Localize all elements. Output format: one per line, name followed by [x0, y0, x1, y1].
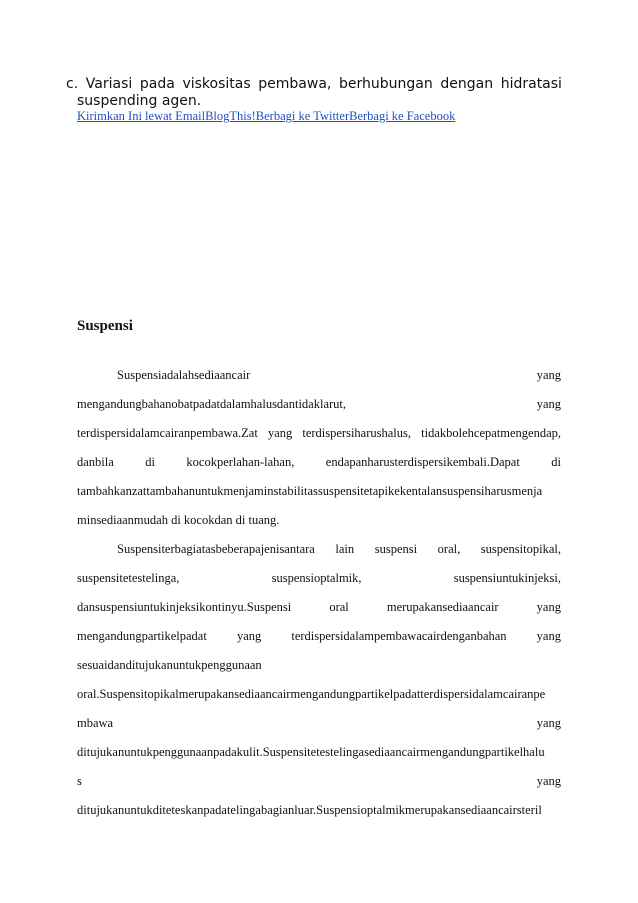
text-segment: yang — [536, 629, 561, 643]
text-segment: kocokperlahan-lahan, — [186, 455, 295, 469]
text-segment: terdispersiharushalus, — [302, 426, 412, 440]
share-links — [77, 109, 455, 124]
text-segment: oral.Suspensitopikalmerupakansediaancairmengandungpartikelpadatterdispersidalamcairanpe — [77, 687, 546, 701]
text-segment: danbila — [77, 455, 114, 469]
text-segment: merupakansediaancair — [386, 600, 499, 614]
intro-word: pembawa, — [258, 76, 332, 92]
intro-word: hidratasi — [500, 76, 562, 92]
intro-word: dengan — [440, 76, 494, 92]
text-segment: tambahkanzattambahanuntukmenjaminstabilitassuspensitetapikekentalansuspensiharusmenja — [77, 484, 543, 498]
text-segment: suspensiuntukinjeksi, — [453, 571, 561, 585]
text-line — [77, 738, 561, 767]
text-segment: suspensitopikal, — [480, 542, 561, 556]
text-segment: dansuspensiuntukinjeksikontinyu.Suspensi — [77, 600, 292, 614]
text-line — [77, 796, 561, 825]
text-segment: suspensioptalmik, — [271, 571, 362, 585]
text-segment: oral, — [437, 542, 461, 556]
text-segment: Suspensiadalahsediaancair — [117, 368, 251, 382]
intro-block — [66, 76, 562, 110]
text-segment: yang — [536, 716, 561, 730]
text-line — [77, 419, 561, 448]
text-segment: yang — [236, 629, 262, 643]
text-segment: Suspensiterbagiatasbeberapajenisantara — [117, 542, 315, 556]
text-line — [77, 506, 561, 535]
text-segment: lain — [335, 542, 355, 556]
text-segment: mengandungpartikelpadat — [77, 629, 207, 643]
intro-word: pada — [139, 76, 175, 92]
text-line — [77, 390, 561, 419]
text-segment: yang — [536, 368, 561, 382]
intro-line-2: suspending agen. — [77, 93, 202, 109]
text-segment: yang — [267, 426, 293, 440]
share-facebook-link[interactable]: Berbagi ke Facebook — [349, 109, 456, 123]
text-line — [77, 564, 561, 593]
text-segment: di — [145, 455, 155, 469]
intro-word: viskositas — [182, 76, 251, 92]
body-paragraphs — [77, 361, 561, 825]
intro-word: c. — [66, 76, 79, 92]
text-segment: mengandungbahanobatpadatdalamhalusdantidaklarut, — [77, 397, 347, 411]
text-segment: oral — [329, 600, 349, 614]
intro-line-1 — [66, 76, 562, 93]
intro-word: Variasi — [85, 76, 133, 92]
text-line — [77, 535, 561, 564]
text-line — [77, 767, 561, 796]
text-segment: yang — [536, 774, 561, 788]
text-segment: s — [77, 774, 82, 788]
text-line — [77, 651, 561, 680]
text-segment: terdispersidalamcairanpembawa.Zat — [77, 426, 258, 440]
text-segment: sesuaidanditujukanuntukpenggunaan — [77, 658, 262, 672]
text-line — [77, 361, 561, 390]
text-segment: mbawa — [77, 716, 114, 730]
text-segment: terdispersidalampembawacairdenganbahan — [291, 629, 507, 643]
text-segment: yang — [536, 397, 561, 411]
text-segment: endapanharusterdispersikembali.Dapat — [325, 455, 520, 469]
text-line — [77, 680, 561, 709]
text-segment: ditujukanuntukditeteskanpadatelingabagianluar.Suspensioptalmikmerupakansediaancairsteril — [77, 803, 542, 817]
text-segment: di — [551, 455, 561, 469]
text-segment: ditujukanuntukpenggunaanpadakulit.Suspensitetestelingasediaancairmengandungpartikelhalu — [77, 745, 545, 759]
intro-word: berhubungan — [339, 76, 433, 92]
share-email-link[interactable]: Kirimkan Ini lewat Email — [77, 109, 206, 123]
text-line — [77, 477, 561, 506]
text-segment: suspensi — [374, 542, 418, 556]
text-line — [77, 709, 561, 738]
text-line — [77, 448, 561, 477]
text-segment: suspensitetestelinga, — [77, 571, 180, 585]
text-line — [77, 622, 561, 651]
section-heading: Suspensi — [77, 318, 133, 334]
text-segment: minsediaanmudah di kocokdan di tuang. — [77, 513, 280, 527]
text-segment: yang — [536, 600, 561, 614]
share-blogthis-link[interactable]: BlogThis! — [205, 109, 256, 123]
share-twitter-link[interactable]: Berbagi ke Twitter — [255, 109, 350, 123]
text-line — [77, 593, 561, 622]
text-segment: tidakbolehcepatmengendap, — [421, 426, 561, 440]
